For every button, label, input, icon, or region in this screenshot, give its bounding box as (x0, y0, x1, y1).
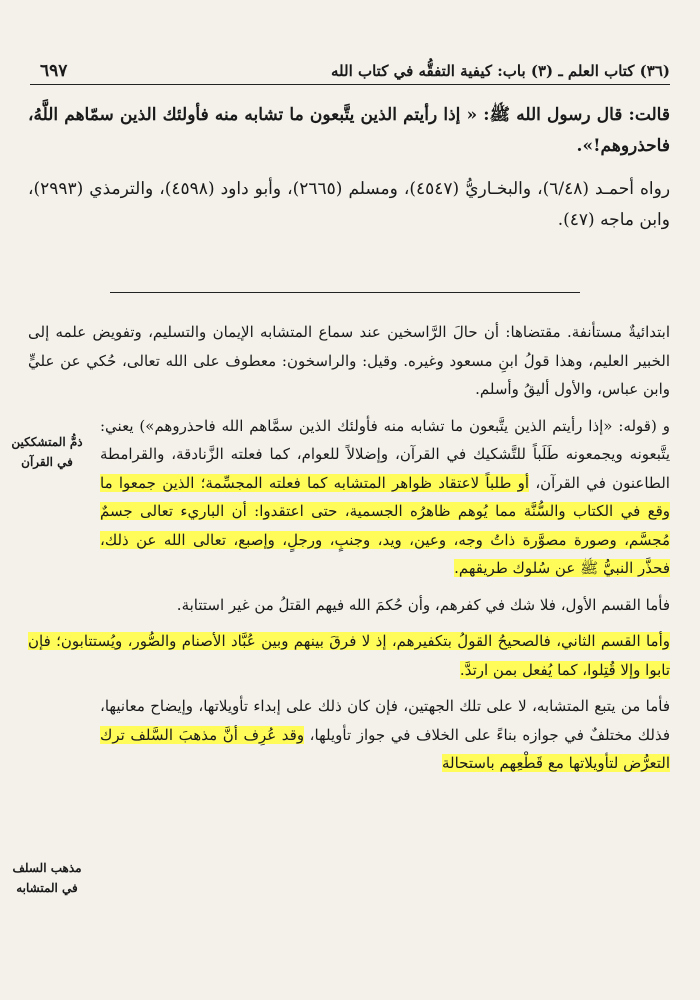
hadith-source: رواه أحمـد (٦/٤٨)، والبخـاريُّ (٤٥٤٧)، ومسلم (٢٦٦٥)، وأبو داود (٤٥٩٨)، والترمذي (٢٩٩٣)، وابن ماجه (٤٧). (28, 179, 671, 230)
chapter-title: (٣٦) كتاب العلم ـ (٣) باب: كيفية التفقُّه في كتاب الله (331, 62, 670, 80)
commentary-paragraph-1: ابتدائيةٌ مستأنفة. مقتضاها: أن حالَ الرَّاسخين عند سماع المتشابه الإيمان والتسليم، وتفويض علمه إلى الخبير العليم، وهذا قولُ ابنِ مسعود وغيره. وقيل: والراسخون: معطوف على الله تعالى، حُكي عن عليٍّ وابن عباس، والأول أليقُ وأسلم. (28, 323, 670, 398)
page-number: ٦٩٧ (40, 61, 68, 81)
page-header (30, 58, 670, 85)
commentary-paragraph-3: فأما القسم الأول، فلا شك في كفرهم، وأن حُكمَ الله فيهم القتلُ من غير استتابة. (176, 595, 670, 614)
separator-line (110, 292, 580, 293)
highlighted-text: وقد عُرِف أنَّ مذهبَ السَّلف ترك التعرُّض لتأويلاتها مع قَطْعِهم باستحالة (100, 725, 670, 772)
side-note: مذهب السلف في المتشابه (12, 861, 82, 895)
side-note: ذمُّ المتشككين في القرآن (11, 435, 83, 469)
hadith-text: قالت: قال رسول الله ﷺ: « إذا رأيتم الذين يتَّبعون ما تشابه منه فأولئك الذين سمّاهم اللَّهُ، فاحذروهم!». (28, 105, 670, 156)
main-text (28, 100, 670, 248)
highlighted-text: أو طلباً لاعتقاد ظواهر المتشابه كما فعلته المجسِّمة؛ الذين جمعوا ما وقع في الكتاب والسُّنَّة مما يُوهم ظاهرُه الجسمية، حتى اعتقدوا: أن الباريء تعالى جسمٌ مُجسَّم، وصورة مصوَّرة ذاتُ وجه، وعين، ويد، وجنبٍ، ورجلٍ، وإصبع، تعالى الله عن ذلك، فحذَّر النبيُّ ﷺ عن سُلوك طريقهم. (100, 473, 670, 577)
commentary-paragraph-2 (28, 412, 670, 583)
commentary-paragraph-5 (28, 692, 670, 778)
commentary-text: فأما من يتبع المتشابه، لا على تلك الجهتين، فإن كان ذلك على إبداء تأويلاتها، وإيضاح معانيها، فذلك مختلفٌ في جوازه بناءً على الخلاف في جواز تأويلها، (100, 697, 671, 744)
commentary-paragraph-4 (28, 627, 670, 684)
highlighted-text: وأما القسم الثاني، فالصحيحُ القولُ بتكفيرهم، إذ لا فرقَ بينهم وبين عُبَّاد الأصنام والصُّور، ويُستتابون؛ فإن تابوا وإلا قُتِلوا، كما يُفعل بمن ارتدَّ. (28, 632, 670, 679)
commentary-text: و (قوله: «إذا رأيتم الذين يتَّبعون ما تشابه منه فأولئك الذين سمَّاهم الله فاحذروهم») يعني: يتَّبعونه ويجمعونه طَلَباً للتَّشكيك في القرآن، وإضلالاً للعوام، كما فعلته الزَّنادقة، والقرامطة الطاعنون في القرآن، (100, 416, 670, 492)
commentary-section (28, 318, 670, 786)
